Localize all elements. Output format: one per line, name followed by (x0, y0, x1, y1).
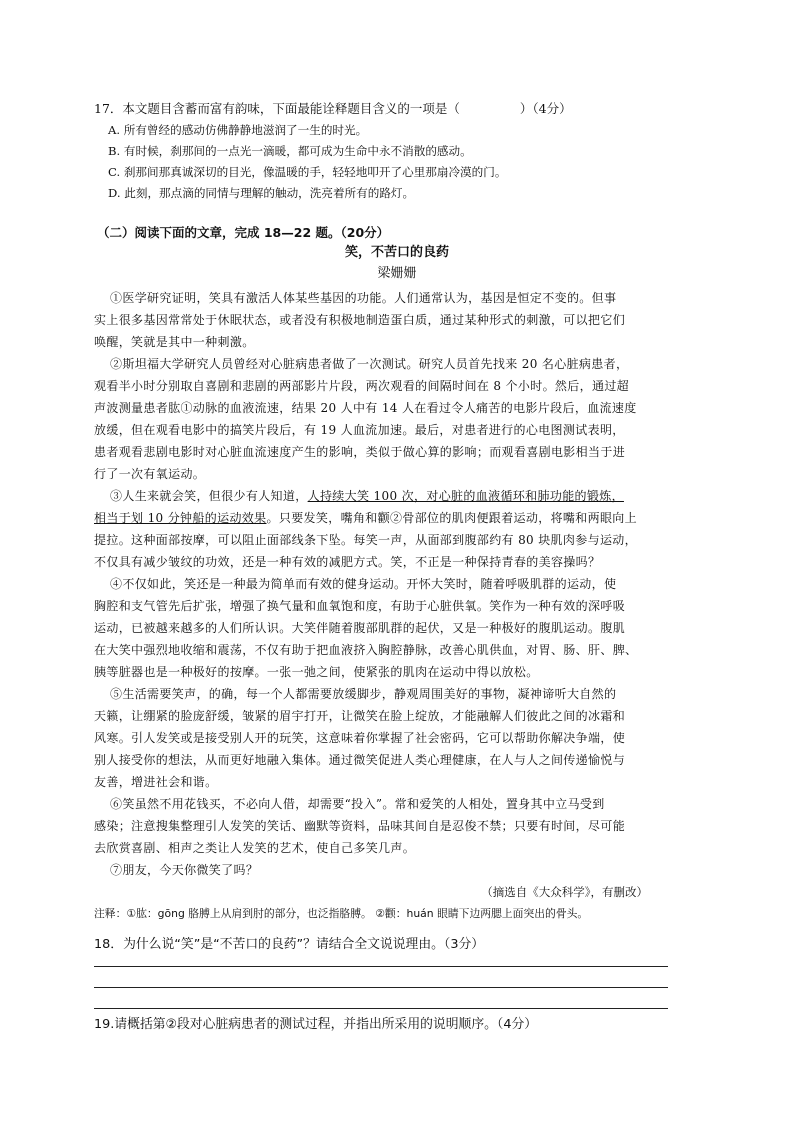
paragraph-1-line: ①医学研究证明，笑具有激活人体某些基因的功能。人们通常认为，基因是恒定不变的。但事 (110, 291, 617, 305)
section-heading: （二）阅读下面的文章，完成 18—22 题。（20分） (97, 225, 390, 240)
question-17-score: ）（4分） (519, 101, 572, 116)
option-d: D. 此刻，那点滴的同情与理解的触动，洗亮着所有的路灯。 (108, 186, 415, 200)
paragraph-5-line: 别人接受你的想法，从而更好地融入集体。通过微笑促进人类心理健康，在人与人之间传递愉悦与 (94, 753, 626, 767)
underlined-sentence: 人持续大笑 100 次，对心脏的血液循环和肺功能的锻炼， (307, 489, 624, 503)
paragraph-5-line: 风寒。引人发笑或是接受别人开的玩笑，这意味着你掌握了社会密码，它可以帮助你解决争端，使 (94, 731, 626, 745)
paragraph-4-line: 运动，已被越来越多的人们所认识。大笑伴随着腹部肌群的起伏，又是一种极好的腹肌运动。腹肌 (94, 621, 626, 635)
question-17-stem-text: 17．本文题目含蓄而富有韵味，下面最能诠释题目含义的一项是（ (94, 101, 460, 116)
paragraph-6-line: 去欣赏喜剧、相声之类让人发笑的艺术，使自己多笑几声。 (94, 841, 416, 855)
question-17-stem (94, 101, 572, 117)
paragraph-4-line: 胰等脏器也是一种极好的按摩。一张一弛之间，使紧张的肌肉在运动中得以放松。 (94, 665, 539, 679)
underlined-sentence: 相当于划 10 分钟船的运动效果 (94, 511, 267, 525)
paragraph-2-line: 放缓，但在观看电影中的搞笑片段后，有 19 人血流加速。最后，对患者进行的心电图测试表明， (94, 423, 625, 437)
paragraph-2-line: 患者观看悲剧电影时对心脏血流速度产生的影响，类似于做心算的影响；而观看喜剧电影相当于进 (94, 445, 626, 459)
paragraph-3-line: 不仅具有减少皱纹的功效，还是一种有效的减肥方式。笑，不正是一种保持青春的美容操吗？ (94, 555, 601, 569)
paragraph-3-line (110, 488, 624, 504)
paragraph-3-text: ③人生来就会笑，但很少有人知道， (110, 489, 308, 503)
paragraph-5-line: 友善，增进社会和谐。 (94, 775, 218, 789)
paragraph-3-line (94, 510, 637, 526)
paragraph-2-line: 观看半小时分别取自喜剧和悲剧的两部影片片段，两次观看的间隔时间在 8 个小时。然后，通过超 (94, 379, 630, 393)
paragraph-4-line: 在大笑中强烈地收缩和震荡，不仅有助于把血液挤入胸腔静脉，改善心肌供血，对胃、肠、肝、脾、 (94, 643, 638, 657)
article-source: （摘选自《大众科学》，有删改） (481, 885, 648, 899)
paragraph-3-line: 提拉。这种面部按摩，可以阻止面部线条下坠。每笑一声，从面部到腹部约有 80 块肌肉参与运动， (94, 533, 638, 547)
option-a: A. 所有曾经的感动仿佛静静地滋润了一生的时光。 (108, 123, 368, 137)
paragraph-6-line: 感染；注意搜集整理引人发笑的笑话、幽默等资料，品味其间自是忍俊不禁；只要有时间，尽可能 (94, 819, 626, 833)
article-title: 笑，不苦口的良药 (344, 245, 449, 260)
paragraph-4-line: 胸腔和支气管先后扩张，增强了换气量和血氧饱和度，有助于心脏供氧。笑作为一种有效的深呼吸 (94, 599, 626, 613)
paragraph-1-line: 实上很多基因常常处于休眠状态，或者没有积极地制造蛋白质，通过某种形式的刺激，可以把它们 (94, 313, 626, 327)
question-18: 18．为什么说“笑”是“不苦口的良药”？请结合全文说说理由。（3分） (94, 937, 485, 952)
option-c: C. 刹那间那真诚深切的目光，像温暖的手，轻轻地叩开了心里那扇冷漠的门。 (108, 165, 507, 179)
paragraph-5-line: ⑤生活需要笑声，的确，每一个人都需要放缓脚步，静观周围美好的事物，凝神谛听大自然的 (110, 687, 617, 701)
question-19: 19.请概括第②段对心脏病患者的测试过程，并指出所采用的说明顺序。（4分） (94, 1017, 538, 1032)
answer-line[interactable] (94, 1008, 668, 1009)
paragraph-2-line: 声波测量患者肱①动脉的血液流速，结果 20 人中有 14 人在看过令人痛苦的电影片段后，血流速度 (94, 401, 637, 415)
paragraph-4-line: ④不仅如此，笑还是一种最为简单而有效的健身运动。开怀大笑时，随着呼吸肌群的运动，使 (110, 577, 617, 591)
paragraph-6-line: ⑥笑虽然不用花钱买，不必向人借，却需要“投入”。常和爱笑的人相处，置身其中立马受到 (110, 797, 605, 811)
paragraph-2-line: 行了一次有氧运动。 (94, 467, 206, 481)
paragraph-1-line: 唤醒，笑就是其中一种刺激。 (94, 335, 255, 349)
answer-line[interactable] (94, 987, 668, 988)
answer-line[interactable] (94, 966, 668, 967)
paragraph-3-text: 。只要发笑，嘴角和颧②骨部位的肌肉便跟着运动，将嘴和两眼向上 (266, 511, 638, 525)
paragraph-5-line: 天籁，让绷紧的脸庞舒缓，皱紧的眉宇打开，让微笑在脸上绽放，才能融解人们彼此之间的冰霜和 (94, 709, 626, 723)
option-b: B. 有时候，刹那间的一点光一滴暖，都可成为生命中永不消散的感动。 (108, 144, 472, 158)
paragraph-7-line: ⑦朋友，今天你微笑了吗？ (110, 863, 259, 877)
paragraph-2-line: ②斯坦福大学研究人员曾经对心脏病患者做了一次测试。研究人员首先找来 20 名心脏病患者， (110, 357, 629, 371)
footnotes: 注释：①肱：gōng 胳膊上从肩到肘的部分，也泛指胳膊。 ②颧：huán 眼睛下边两腮上面突出的骨头。 (94, 907, 589, 920)
article-author: 梁姗姗 (377, 266, 417, 281)
